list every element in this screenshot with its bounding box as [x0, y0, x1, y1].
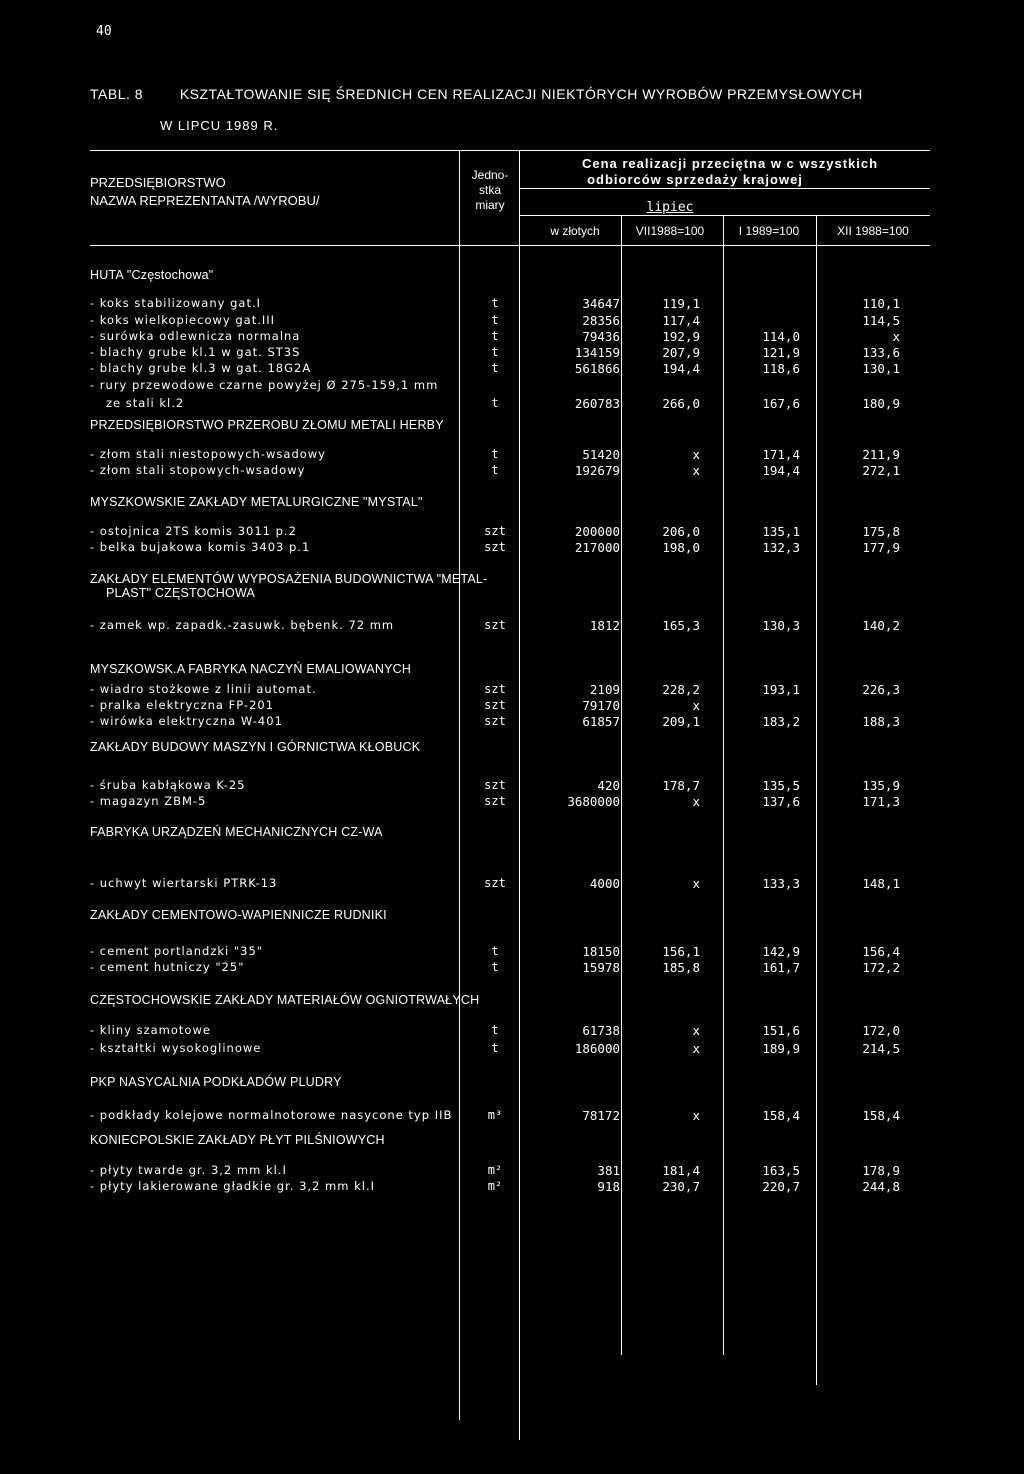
header-bottom-rule	[90, 245, 930, 246]
index-xii1988-cell: 130,1	[862, 361, 900, 376]
vrule-5	[816, 215, 817, 1385]
index-vii1988-cell: x	[692, 698, 700, 713]
product-name: - podkłady kolejowe normalnotorowe nasycone typ IIB	[90, 1108, 453, 1122]
index-vii1988-cell: 117,4	[662, 313, 700, 328]
price-pln-cell: 51420	[582, 447, 620, 462]
product-name: - blachy grube kl.1 w gat. ST3S	[90, 345, 301, 359]
unit-cell: t	[491, 447, 499, 461]
index-i1989-cell: 161,7	[762, 960, 800, 975]
index-i1989-cell: 135,5	[762, 778, 800, 793]
product-name: - złom stali niestopowych-wsadowy	[90, 447, 326, 461]
price-pln-cell: 4000	[589, 876, 620, 891]
product-name: - pralka elektryczna FP-201	[90, 698, 275, 712]
unit-cell: t	[491, 361, 499, 375]
index-i1989-cell: 193,1	[762, 682, 800, 697]
product-name: - koks wielkopiecowy gat.III	[90, 313, 276, 327]
index-i1989-cell: 121,9	[762, 345, 800, 360]
index-xii1988-cell: 177,9	[862, 540, 900, 555]
unit-cell: t	[491, 296, 499, 310]
index-vii1988-cell: 206,0	[662, 524, 700, 539]
header-sub-1: VII1988=100	[635, 224, 705, 238]
index-xii1988-cell: 188,3	[862, 714, 900, 729]
price-pln-cell: 61738	[582, 1023, 620, 1038]
header-product: NAZWA REPREZENTANTA /WYROBU/	[90, 193, 320, 208]
index-xii1988-cell: 148,1	[862, 876, 900, 891]
unit-cell: m²	[487, 1163, 503, 1177]
index-vii1988-cell: x	[692, 1023, 700, 1038]
product-name: - płyty lakierowane gładkie gr. 3,2 mm kl.I	[90, 1179, 375, 1193]
index-i1989-cell: 142,9	[762, 944, 800, 959]
unit-cell: szt	[484, 778, 506, 792]
section-heading: PKP NASYCALNIA PODKŁADÓW PLUDRY	[90, 1075, 342, 1089]
section-heading: FABRYKA URZĄDZEŃ MECHANICZNYCH CZ-WA	[90, 825, 383, 839]
index-i1989-cell: 220,7	[762, 1179, 800, 1194]
index-i1989-cell: 133,3	[762, 876, 800, 891]
index-vii1988-cell: 228,2	[662, 682, 700, 697]
index-i1989-cell: 163,5	[762, 1163, 800, 1178]
price-pln-cell: 192679	[574, 463, 620, 478]
unit-cell: szt	[484, 524, 506, 538]
index-vii1988-cell: 198,0	[662, 540, 700, 555]
vrule-1	[459, 150, 460, 1420]
index-vii1988-cell: 156,1	[662, 944, 700, 959]
price-pln-cell: 918	[597, 1179, 620, 1194]
section-heading-line2: PLAST" CZĘSTOCHOWA	[106, 586, 256, 600]
index-xii1988-cell: 175,8	[862, 524, 900, 539]
price-pln-cell: 134159	[574, 345, 620, 360]
unit-cell: m²	[487, 1179, 503, 1193]
index-xii1988-cell: 180,9	[862, 396, 900, 411]
index-vii1988-cell: 207,9	[662, 345, 700, 360]
section-heading: HUTA "Częstochowa"	[90, 268, 214, 282]
unit-cell: szt	[484, 794, 506, 808]
section-heading: ZAKŁADY CEMENTOWO-WAPIENNICZE RUDNIKI	[90, 908, 387, 922]
index-vii1988-cell: 165,3	[662, 618, 700, 633]
unit-cell: t	[491, 329, 499, 343]
header-sub-2: I 1989=100	[738, 224, 800, 238]
section-heading: MYSZKOWSKIE ZAKŁADY METALURGICZNE "MYSTAL"	[90, 495, 423, 509]
header-unit: Jedno- stka miary	[471, 168, 509, 212]
price-subrule	[520, 188, 930, 189]
product-name: - cement hutniczy "25"	[90, 960, 245, 974]
section-heading: ZAKŁADY ELEMENTÓW WYPOSAŻENIA BUDOWNICTWA "METAL-	[90, 572, 488, 586]
index-xii1988-cell: 133,6	[862, 345, 900, 360]
index-vii1988-cell: 119,1	[662, 296, 700, 311]
price-pln-cell: 186000	[574, 1041, 620, 1056]
price-pln-cell: 2109	[589, 682, 620, 697]
index-xii1988-cell: 178,9	[862, 1163, 900, 1178]
index-vii1988-cell: 181,4	[662, 1163, 700, 1178]
index-i1989-cell: 114,0	[762, 329, 800, 344]
unit-cell: t	[491, 313, 499, 327]
index-vii1988-cell: 209,1	[662, 714, 700, 729]
product-name: - wirówka elektryczna W-401	[90, 714, 283, 728]
product-name: - belka bujakowa komis 3403 p.1	[90, 540, 311, 554]
index-vii1988-cell: x	[692, 794, 700, 809]
index-xii1988-cell: 140,2	[862, 618, 900, 633]
unit-cell: t	[491, 345, 499, 359]
table-title	[90, 86, 863, 102]
index-i1989-cell: 130,3	[762, 618, 800, 633]
product-name: - płyty twarde gr. 3,2 mm kl.I	[90, 1163, 287, 1177]
index-xii1988-cell: 110,1	[862, 296, 900, 311]
price-pln-cell: 217000	[574, 540, 620, 555]
index-i1989-cell: 171,4	[762, 447, 800, 462]
index-xii1988-cell: 172,0	[862, 1023, 900, 1038]
price-pln-cell: 79436	[582, 329, 620, 344]
index-xii1988-cell: 114,5	[862, 313, 900, 328]
index-i1989-cell: 137,6	[762, 794, 800, 809]
index-xii1988-cell: 244,8	[862, 1179, 900, 1194]
price-pln-cell: 260783	[574, 396, 620, 411]
price-pln-cell: 420	[597, 778, 620, 793]
product-name: - magazyn ZBM-5	[90, 794, 207, 808]
price-pln-cell: 381	[597, 1163, 620, 1178]
index-vii1988-cell: x	[692, 876, 700, 891]
product-name: ze stali kl.2	[106, 396, 185, 410]
index-i1989-cell: 132,3	[762, 540, 800, 555]
index-vii1988-cell: 266,0	[662, 396, 700, 411]
product-name: - zamek wp. zapadk.-zasuwk. bębenk. 72 mm	[90, 618, 395, 632]
table-title-line2: W LIPCU 1989 R.	[160, 118, 279, 133]
unit-cell: m³	[487, 1108, 503, 1122]
price-pln-cell: 1812	[589, 618, 620, 633]
index-xii1988-cell: 214,5	[862, 1041, 900, 1056]
header-price-title-2: odbiorców sprzedaży krajowej	[587, 172, 803, 187]
index-vii1988-cell: x	[692, 463, 700, 478]
unit-cell: t	[491, 1041, 499, 1055]
product-name: - śruba kabłąkowa K-25	[90, 778, 246, 792]
product-name: - surówka odlewnicza normalna	[90, 329, 301, 343]
product-name: - koks stabilizowany gat.I	[90, 296, 262, 310]
product-name: - uchwyt wiertarski PTRK-13	[90, 876, 278, 890]
index-vii1988-cell: x	[692, 1041, 700, 1056]
index-vii1988-cell: 178,7	[662, 778, 700, 793]
price-pln-cell: 200000	[574, 524, 620, 539]
price-pln-cell: 61857	[582, 714, 620, 729]
price-pln-cell: 18150	[582, 944, 620, 959]
product-name: - wiadro stożkowe z linii automat.	[90, 682, 317, 696]
section-heading: KONIECPOLSKIE ZAKŁADY PŁYT PILŚNIOWYCH	[90, 1133, 385, 1147]
index-i1989-cell: 151,6	[762, 1023, 800, 1038]
product-name: - złom stali stopowych-wsadowy	[90, 463, 306, 477]
unit-cell: t	[491, 944, 499, 958]
unit-cell: t	[491, 960, 499, 974]
product-name: - cement portlandzki "35"	[90, 944, 264, 958]
product-name: - blachy grube kl.3 w gat. 18G2A	[90, 361, 312, 375]
index-vii1988-cell: x	[692, 447, 700, 462]
index-i1989-cell: 189,9	[762, 1041, 800, 1056]
index-xii1988-cell: 226,3	[862, 682, 900, 697]
product-name: - kształtki wysokoglinowe	[90, 1041, 262, 1055]
unit-cell: szt	[484, 876, 506, 890]
unit-cell: szt	[484, 698, 506, 712]
price-pln-cell: 561866	[574, 361, 620, 376]
price-pln-cell: 15978	[582, 960, 620, 975]
price-pln-cell: 28356	[582, 313, 620, 328]
header-sub-3: XII 1988=100	[837, 224, 909, 238]
price-pln-cell: 79170	[582, 698, 620, 713]
index-vii1988-cell: x	[692, 1108, 700, 1123]
index-xii1988-cell: 156,4	[862, 944, 900, 959]
index-xii1988-cell: x	[892, 329, 900, 344]
product-name: - rury przewodowe czarne powyżej Ø 275-159,1 mm	[90, 378, 439, 392]
vrule-2	[519, 150, 520, 1440]
header-sub-pln: w złotych	[550, 224, 600, 238]
section-heading: CZĘSTOCHOWSKIE ZAKŁADY MATERIAŁÓW OGNIOTRWAŁYCH	[90, 993, 480, 1007]
header-company: PRZEDSIĘBIORSTWO	[90, 175, 226, 190]
unit-cell: t	[491, 396, 499, 410]
index-vii1988-cell: 185,8	[662, 960, 700, 975]
index-vii1988-cell: 194,4	[662, 361, 700, 376]
month-rule	[520, 215, 930, 216]
section-heading: ZAKŁADY BUDOWY MASZYN I GÓRNICTWA KŁOBUCK	[90, 740, 421, 754]
unit-cell: szt	[484, 540, 506, 554]
index-i1989-cell: 183,2	[762, 714, 800, 729]
section-heading: MYSZKOWSK.A FABRYKA NACZYŃ EMALIOWANYCH	[90, 662, 412, 676]
unit-cell: t	[491, 1023, 499, 1037]
product-name: - ostojnica 2TS komis 3011 p.2	[90, 524, 297, 538]
table-title-text: KSZTAŁTOWANIE SIĘ ŚREDNICH CEN REALIZACJI NIEKTÓRYCH WYROBÓW PRZEMYSŁOWYCH	[179, 86, 863, 102]
price-pln-cell: 3680000	[567, 794, 620, 809]
index-xii1988-cell: 135,9	[862, 778, 900, 793]
product-name: - kliny szamotowe	[90, 1023, 211, 1037]
price-pln-cell: 78172	[582, 1108, 620, 1123]
header-price-title-1: Cena realizacji przeciętna w c wszystkich	[581, 156, 879, 171]
unit-cell: szt	[484, 682, 506, 696]
index-xii1988-cell: 172,2	[862, 960, 900, 975]
index-vii1988-cell: 192,9	[662, 329, 700, 344]
header-month: lipiec	[646, 200, 694, 215]
index-xii1988-cell: 211,9	[862, 447, 900, 462]
price-pln-cell: 34647	[582, 296, 620, 311]
index-i1989-cell: 194,4	[762, 463, 800, 478]
index-xii1988-cell: 272,1	[862, 463, 900, 478]
unit-cell: szt	[484, 714, 506, 728]
index-i1989-cell: 118,6	[762, 361, 800, 376]
unit-cell: t	[491, 463, 499, 477]
page-number: 40	[96, 24, 112, 39]
table-label: TABL. 8	[90, 86, 144, 102]
index-i1989-cell: 158,4	[762, 1108, 800, 1123]
unit-cell: szt	[484, 618, 506, 632]
section-heading: PRZEDSIĘBIORSTWO PRZEROBU ZŁOMU METALI HERBY	[90, 418, 444, 432]
top-rule	[90, 150, 930, 151]
index-xii1988-cell: 171,3	[862, 794, 900, 809]
index-xii1988-cell: 158,4	[862, 1108, 900, 1123]
index-i1989-cell: 167,6	[762, 396, 800, 411]
index-vii1988-cell: 230,7	[662, 1179, 700, 1194]
index-i1989-cell: 135,1	[762, 524, 800, 539]
